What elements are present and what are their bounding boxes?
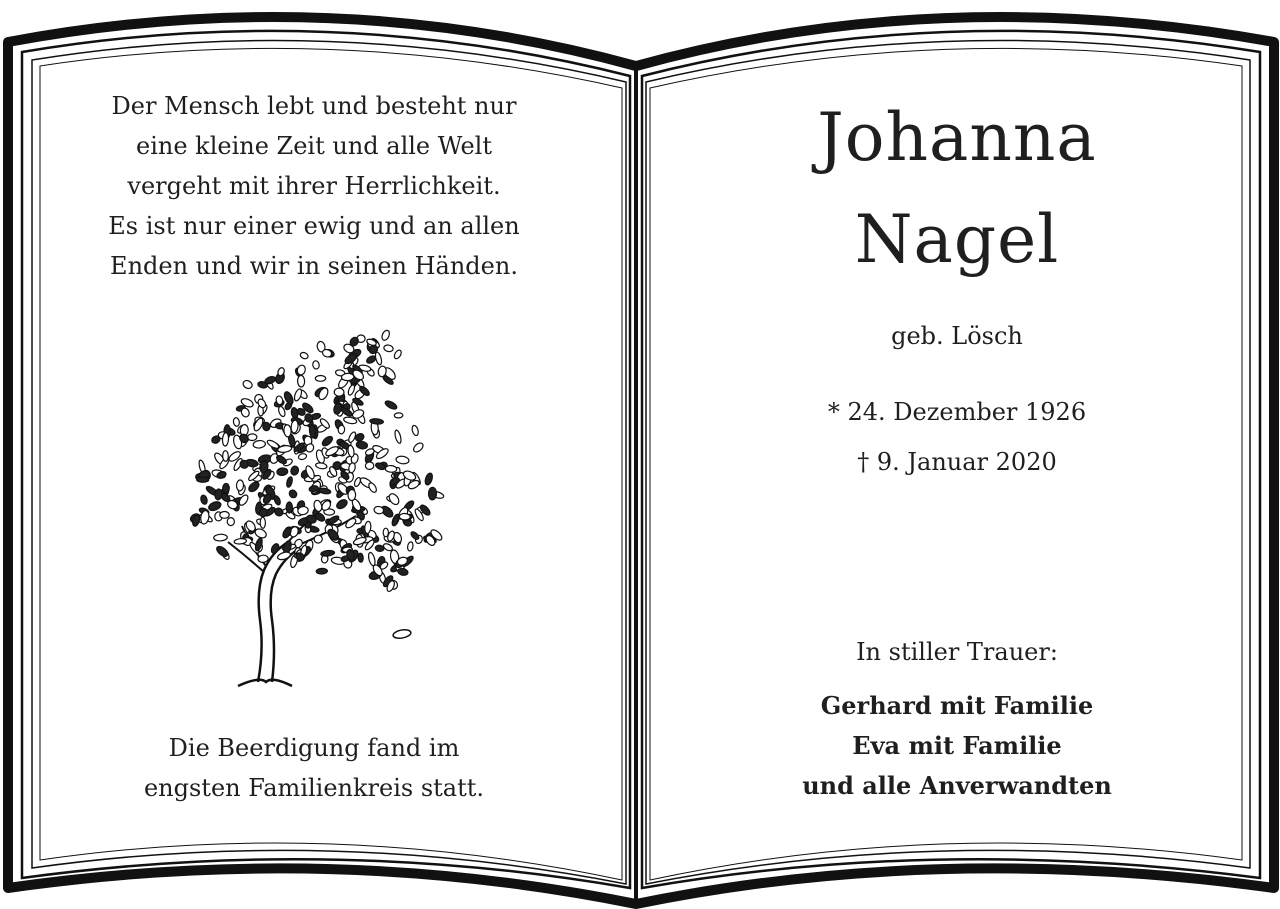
tree-leaf xyxy=(238,493,250,506)
tree-leaf xyxy=(253,440,266,449)
tree-leaf xyxy=(223,483,230,493)
tree-leaf xyxy=(412,441,425,453)
funeral-note-line-2: engsten Familienkreis statt. xyxy=(143,774,485,802)
tree-leaf xyxy=(299,351,309,359)
mourning-intro: In stiller Trauer: xyxy=(856,638,1058,666)
tree-leaf xyxy=(353,536,367,546)
tree-leaf xyxy=(207,500,222,512)
tree-leaf xyxy=(312,360,320,369)
tree-leaf xyxy=(344,517,357,530)
tree-leaf xyxy=(286,476,294,488)
tree-leaf xyxy=(334,388,344,397)
funeral-note-line-1: Die Beerdigung fand im xyxy=(168,734,460,762)
tree-leaf xyxy=(233,417,240,426)
tree-leaf xyxy=(367,552,376,567)
tree-leaf xyxy=(264,375,277,385)
tree-leaf xyxy=(297,375,304,387)
tree-leaf xyxy=(367,482,378,494)
tree-roots xyxy=(238,680,292,686)
tree-leaf xyxy=(387,492,401,506)
tree-leaf xyxy=(215,545,229,559)
tree-leaf xyxy=(374,352,382,366)
tree-leaf xyxy=(335,498,349,511)
tree-leaf xyxy=(260,517,265,528)
tree-leaf xyxy=(236,480,244,491)
maiden-name: geb. Lösch xyxy=(891,322,1023,350)
tree-leaf xyxy=(197,477,209,482)
tree-leaf xyxy=(383,344,394,352)
tree-leaf xyxy=(293,388,303,402)
tree-illustration xyxy=(180,320,450,695)
tree-leaf xyxy=(384,399,398,410)
verse-line-3: vergeht mit ihrer Herrlichkeit. xyxy=(127,172,501,200)
tree-leaf xyxy=(200,494,208,504)
tree-leaf xyxy=(394,413,403,418)
tree-leaf xyxy=(318,487,331,494)
tree-leaf xyxy=(338,425,345,434)
tree-leaf xyxy=(385,465,397,472)
falling-leaf xyxy=(392,628,411,639)
tree-leaf xyxy=(247,480,261,493)
birth-date: * 24. Dezember 1926 xyxy=(827,398,1087,426)
tree-leaf xyxy=(341,373,354,381)
tree-leaf xyxy=(358,553,364,562)
verse-line-1: Der Mensch lebt und besteht nur xyxy=(111,92,517,120)
tree-leaf xyxy=(356,440,368,449)
tree-leaf xyxy=(424,472,434,486)
mourner-line-2: Eva mit Familie xyxy=(852,731,1062,760)
tree-leaf xyxy=(242,379,254,390)
tree-leaf xyxy=(223,451,229,462)
tree-leaf xyxy=(410,530,420,540)
tree-leaf xyxy=(290,465,300,476)
tree-leaf xyxy=(222,432,229,446)
tree-leaf xyxy=(270,542,280,554)
tree-leaf xyxy=(220,512,229,519)
tree-leaf xyxy=(313,534,323,544)
mourner-line-3: und alle Anverwandten xyxy=(802,771,1112,800)
tree-leaf xyxy=(214,534,228,541)
tree-leaf xyxy=(428,487,436,500)
tree-leaf xyxy=(397,568,408,577)
tree-leaf xyxy=(347,445,355,458)
tree-leaf xyxy=(396,455,410,464)
tree-leaf xyxy=(316,568,327,574)
tree-leaf xyxy=(393,349,403,360)
tree-leaf xyxy=(277,467,289,475)
deceased-last-name: Nagel xyxy=(854,201,1060,278)
tree-leaf xyxy=(407,541,414,551)
tree-leaf xyxy=(348,489,356,500)
mourner-line-1: Gerhard mit Familie xyxy=(820,691,1094,720)
deceased-first-name: Johanna xyxy=(817,99,1097,176)
tree-leaf xyxy=(283,424,291,437)
tree-leaf xyxy=(273,495,282,506)
tree-leaf xyxy=(321,550,335,557)
tree-leaf xyxy=(365,462,374,470)
verse-line-2: eine kleine Zeit und alle Welt xyxy=(135,132,492,160)
tree-leaf xyxy=(394,429,402,443)
tree-leaf xyxy=(321,435,334,448)
tree-leaf xyxy=(277,551,292,561)
tree-foliage xyxy=(189,329,445,592)
tree-leaf xyxy=(262,422,270,431)
tree-leaf xyxy=(227,517,235,525)
tree-leaf xyxy=(286,502,292,513)
tree-leaf xyxy=(411,425,419,437)
tree-leaf xyxy=(347,384,356,396)
tree-leaf xyxy=(315,376,325,382)
tree-leaf xyxy=(288,489,299,500)
tree-leaf xyxy=(258,555,269,563)
verse-line-5: Enden und wir in seinen Händen. xyxy=(110,252,518,280)
tree-leaf xyxy=(315,462,327,469)
tree-leaf xyxy=(370,418,384,424)
tree-leaf xyxy=(399,513,410,520)
tree-leaf xyxy=(381,329,391,341)
tree-leaf xyxy=(298,453,307,461)
tree-leaf xyxy=(275,454,287,465)
verse-line-4: Es ist nur einer ewig und an allen xyxy=(108,212,520,240)
death-date: † 9. Januar 2020 xyxy=(857,448,1057,476)
